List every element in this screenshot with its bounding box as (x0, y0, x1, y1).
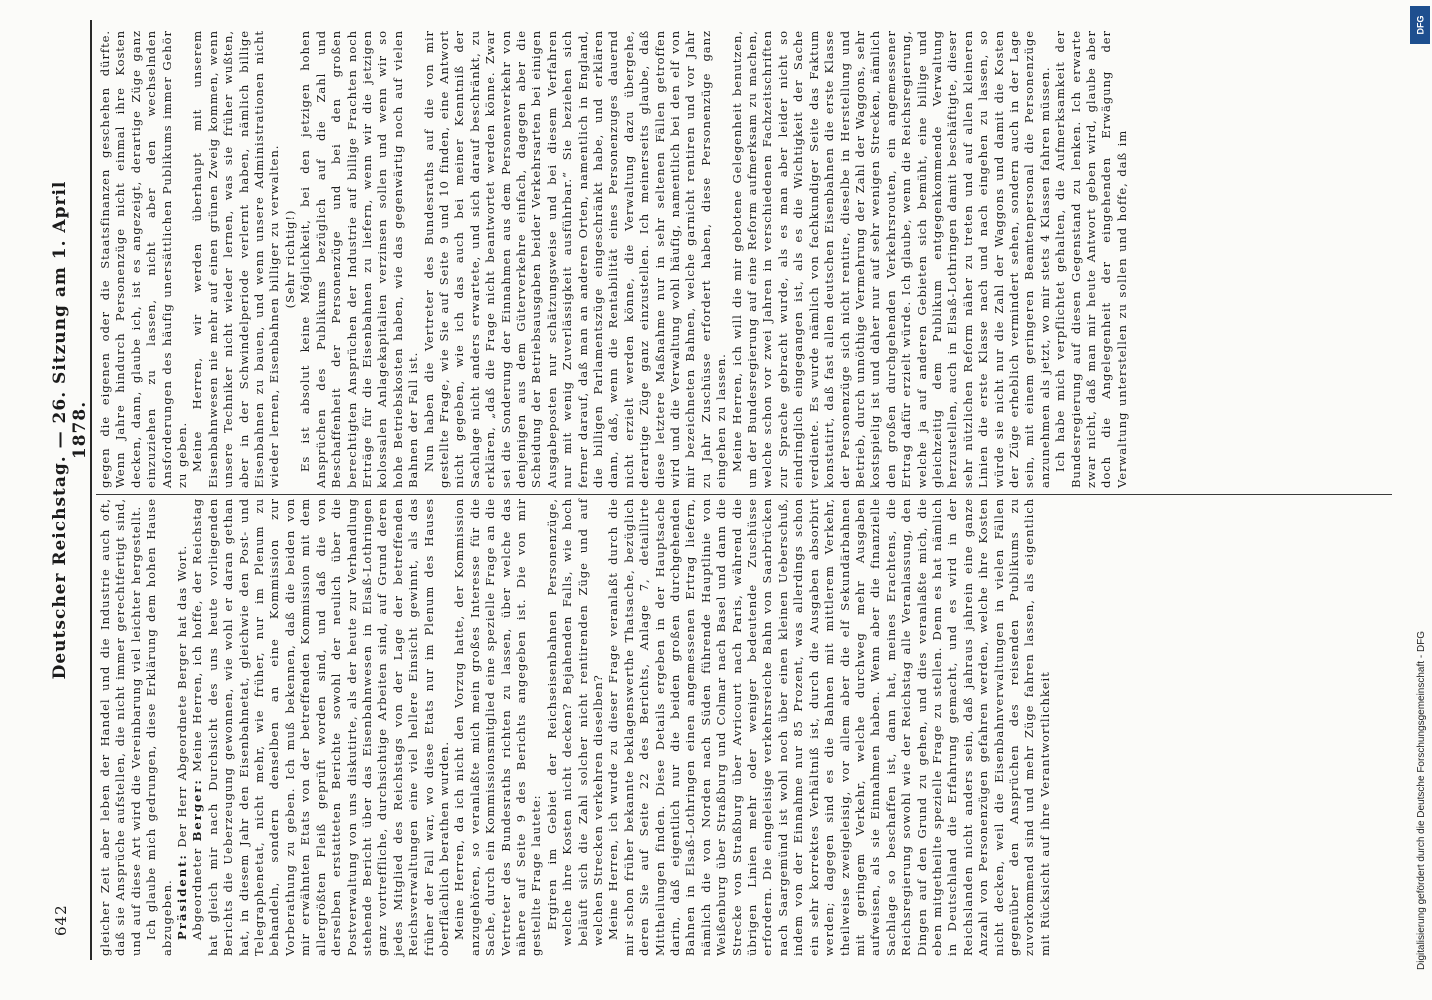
paragraph: Ich habe mich verpflichtet gehalten, die Aufmerksamkeit der Bundesregierung auf diesen Gegenstand zu lenken. Ich erwarte zwar nicht, daß man mir heute Antwort geben wird, glaube aber doch die Angelegenheit der eingehenden Erwägung der Verwaltung unterstellen zu sollen und hoffe, daß im (1053, 30, 1129, 488)
paragraph: Ich glaube mich gedrungen, diese Erklärung dem hohen Hause abzugeben. (144, 498, 174, 956)
left-column (98, 498, 1428, 956)
right-column (98, 30, 1428, 488)
speaker-name: Berger: (190, 778, 205, 842)
page-header (44, 20, 90, 960)
paragraph: Meine Herren, wir werden überhaupt mit unserem Eisenbahnwesen nie mehr auf einen grünen Zweig kommen, wenn unsere Techniker nicht wieder lernen, was sie früher wußten, aber in der Schwindelperiode verlernt haben, nämlich billige Eisenbahnen zu bauen, und wenn unsere Administrationen nicht wieder lernen, Eisenbahnen billiger zu verwalten. (190, 30, 282, 488)
paragraph: gleicher Zeit aber leben der Handel und die Industrie auch oft, daß sie Ansprüche aufstellen, die nicht immer gerechtfertigt sind, und auf diese Art wird die Vereinbarung viel leichter hergestellt. (98, 498, 143, 956)
digitization-credit: Digitalisierung gefördert durch die Deutsche Forschungsgemeinschaft - DFG (1416, 630, 1427, 970)
paragraph: Meine Herren, ich wurde zu dieser Frage veranlaßt durch die mir schon früher bekannte beklagenswerthe Thatsache, bezüglich deren Sie auf Seite 22 des Berichts, Anlage 7, detaillirte Mittheilungen finden. Diese Details ergeben in der Hauptsache darin, daß eigentlich nur die beiden großen durchgehenden Bahnen in Elsaß-Lothringen einen angemessenen Ertrag liefern, nämlich die von Norden nach Süden führende Hauptlinie von Weißenburg über Straßburg und Colmar nach Basel und dann die Strecke von Straßburg über Avricourt nach Paris, während die übrigen Linien mehr oder weniger bedeutende Zuschüsse erfordern. Die eingeleisige verkehrsreiche Bahn von Saarbrücken nach Saargemünd ist wohl noch über einen kleinen Ueberschuß, indem von der Einnahme nur 85 Prozent, was allerdings schon ein sehr korrektes Verhältniß ist, durch die Ausgaben absorbirt werden; dagegen sind es die Bahnen mit mittlerem Verkehr, theilweise zweigeleisig, vor allem aber die elf Sekundärbahnen mit geringem Verkehr, welche durchweg mehr Ausgaben aufweisen, als sie Einnahmen haben. Wenn aber die finanzielle Sachlage so beschaffen ist, dann hat, meines Erachtens, die Reichsregierung sowohl wie der Reichstag alle Veranlassung, den Dingen auf den Grund zu gehen, und dies veranlaßte mich, die eben mitgetheilte spezielle Frage zu stellen. Denn es hat nämlich in Deutschland die Erfahrung gemacht, und es wird in der Reichslanden nicht anders sein, daß jahraus jahrein eine ganze Anzahl von Personenzügen gefahren werden, welche ihre Kosten nicht decken, weil die Eisenbahnverwaltungen in vielen Fällen gegenüber den Ansprüchen des reisenden Publikums zu zuvorkommend sind und mehr Züge fahren lassen, als eigentlich mit Rücksicht auf ihre Verantwortlichkeit (606, 498, 1052, 956)
paragraph: Ergiren im Gebiet der Reichseisenbahnen Personenzüge, welche ihre Kosten nicht decken? Bejahenden Falls, wie hoch beläuft sich die Zahl solcher nicht rentirenden Züge und auf welchen Strecken verkehren dieselben? (544, 498, 605, 946)
paragraph: Meine Herren, ich will die mir gebotene Gelegenheit benutzen, um der Bundesregierung auf eine Reform aufmerksam zu machen, welche schon vor zwei Jahren in verschiedenen Fachzeitschriften zur Sprache gebracht wurde, als es man aber leider nicht so eindringlich eingegangen ist, als es die Wichtigkeit der Sache verdiente. Es wurde nämlich von fachkundiger Seite das Faktum konstatirt, daß fast allen deutschen Eisenbahnen die erste Klasse der Personenzüge sich nicht rentire, dieselbe in Herstellung und Betrieb, durch unnöthige Vermehrung der Zahl der Waggons, sehr kostspielig ist und daher nur auf sehr wenigen Strecken, nämlich den großen durchgehenden Verkehrsrouten, ein angemessener Ertrag dafür erzielt würde. Ich glaube, wenn die Reichsregierung, welche ja auf anderen Gebieten sich bemüht, eine billige und gleichzeitig dem Publikum entgegenkommende Verwaltung herzustellen, auch in Elsaß-Lothringen damit beschäftigte, dieser sehr nützlichen Reform näher zu treten und auf allen kleineren Linien die erste Klasse nach und nach eingehen zu lassen, so würde sie nicht nur die Zahl der Waggons und damit die Kosten der Züge erheblich vermindert sehen, sondern auch in der Lage sein, mit einem geringeren Beamtenpersonal die Personenzüge anzunehmen als jetzt, wo mir stets 4 Klassen fahren müssen. (729, 30, 1052, 488)
paragraph: Meine Herren, da ich nicht den Vorzug hatte, der Kommission anzugehören, so veranlaßte mich mein großes Interesse für die Sache, durch ein Kommissionsmitglied eine spezielle Frage an die Vertreter des Bundesraths richten zu lassen, über welche das nähere auf Seite 9 des Berichts angegeben ist. Die von mir gestellte Frage lautete: (452, 498, 544, 956)
paragraph-text: Meine Herren, ich hoffe, der Reichstag hat gleich mir nach Durchsicht des uns heute vorliegenden Berichts die Ueberzeugung gewonnen, wie wohl er daran gethan hat, in diesem Jahr den Eisenbahnetat, gleichwie den Post- und Telegraphenetat, nicht mehr, wie früher, nur im Plenum zu behandeln, sondern denselben an eine Kommission zur Vorberathung zu geben. Ich muß bekennen, daß die beiden von mir erwähnten Etats von der betreffenden Kommission mit dem allergrößten Fleiß geprüft worden sind, und daß die von derselben erstatteten Berichte sowohl der neulich über die Postverwaltung von uns diskutirte, als der heute zur Verhandlung stehende Bericht über das Eisenbahnwesen in Elsaß-Lothringen ganz vortreffliche, durchsichtige Arbeiten sind, auf Grund deren jedes Mitglied des Reichstags von der Lage der betreffenden Reichsverwaltungen eine viel hellere Einsicht gewinnt, als das früher der Fall war, wo diese Etats nur im Plenum des Hauses oberflächlich berathen wurden. (190, 498, 451, 956)
paragraph (190, 498, 452, 956)
header-rule (90, 20, 92, 960)
page-number: 642 (52, 904, 70, 936)
paragraph: Nun haben die Vertreter des Bundesraths auf die von mir gestellte Frage, wie Sie auf Seite 9 und 10 finden, eine Antwort nicht gegeben, wie ich das auch bei meiner Kenntniß der Sachlage nicht anders erwartete, und sich darauf beschränkt, zu erklären, „daß die Frage nicht beantwortet werden könne. Zwar sei die Sonderung der Einnahmen aus dem Personenverkehr von denjenigen aus dem Güterverkehre einfach, dagegen aber die Scheidung der Betriebsausgaben beider Verkehrsarten bei einigen Ausgabeposten nur schätzungsweise und bei diesem Verfahren nur mit wenig Zuverlässigkeit ausführbar.“ Sie beziehen sich ferner darauf, daß man an anderen Orten, namentlich in England, die billigen Parlamentszüge eingeschränkt habe, und erklären dann, daß, wenn die Rentabilität eines Personenzuges dauernd nicht erzielt werden könne, die Verwaltung dazu übergehe, derartige Züge ganz einzustellen. Ich meinerseits glaube, daß diese letztere Maßnahme nur in sehr seltenen Fällen getroffen wird und die Verwaltung wohl häufig, namentlich bei den elf von mir bezeichneten Bahnen, welche garnicht rentiren und vor Jahr zu Jahr Zuschüsse erfordert haben, diese Personenzüge ganz eingehen zu lassen. (421, 30, 729, 488)
speaker-name: Präsident: (175, 853, 190, 940)
dfg-logo: DFG (1410, 6, 1430, 44)
paragraph: gegen die eigenen oder die Staatsfinanzen geschehen dürfte. Wenn Jahre hindurch Personenzüge nicht einmal ihre Kosten decken, dann, glaube ich, ist es angezeigt, derartige Züge ganz einzuziehen zu lassen, nicht aber den wechselnden Ansforderungen des häufig unersättlichen Publikums immer Gehör zu geben. (98, 30, 190, 488)
speaker-prefix: Abgeordneter (190, 847, 205, 940)
paragraph-text: Der Herr Abgeordnete Berger hat das Wort. (175, 544, 190, 848)
running-title: Deutscher Reichstag. — 26. Sitzung am 1. April 1878. (50, 180, 90, 680)
paragraph: Es ist absolut keine Möglichkeit, bei den jetzigen hohen Ansprüchen des Publikums bezüglich auf die Zahl und Beschaffenheit der Personenzüge und bei den großen berechtigten Ansprüchen der Industrie auf billige Frachten noch Erträge für die Eisenbahnen zu liefern, wenn wir die jetzigen kolossalen Anlagekapitalien verzinsen sollen und wenn wir so hohe Betriebskosten haben, wie das gegenwärtig noch auf vielen Bahnen der Fall ist. (298, 30, 421, 488)
paragraph: (Sehr richtig!) (282, 209, 297, 309)
column-divider (96, 494, 1392, 495)
paragraph (175, 498, 190, 956)
